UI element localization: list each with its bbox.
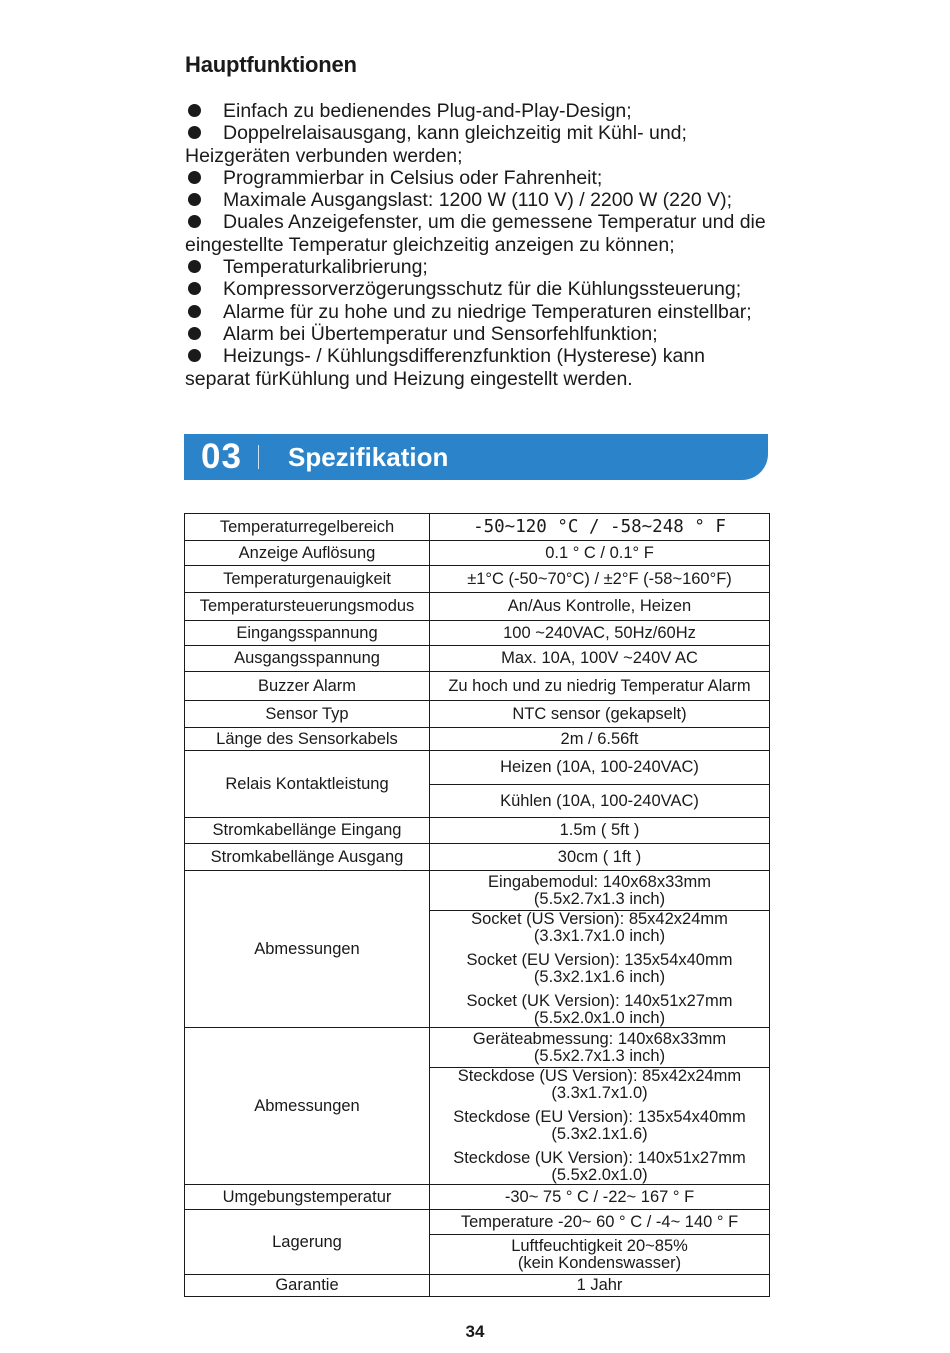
spec-value: 1.5m ( 5ft ) bbox=[430, 818, 770, 844]
bullet-icon bbox=[188, 104, 201, 117]
bullet-icon bbox=[188, 215, 201, 228]
table-row bbox=[185, 541, 770, 566]
spec-label: Umgebungstemperatur bbox=[185, 1185, 430, 1210]
spec-value: Geräteabmessung: 140x68x33mm (5.5x2.7x1.3 inch) bbox=[430, 1028, 770, 1068]
table-row bbox=[185, 646, 770, 672]
spec-value: Temperature -20~ 60 ° C / -4~ 140 ° F bbox=[430, 1210, 770, 1235]
table-row bbox=[185, 1275, 770, 1297]
spec-label: Lagerung bbox=[185, 1210, 430, 1275]
spec-value: An/Aus Kontrolle, Heizen bbox=[430, 593, 770, 621]
spec-value: Eingabemodul: 140x68x33mm (5.5x2.7x1.3 inch) bbox=[430, 871, 770, 911]
feature-item: Alarme für zu hohe und zu niedrige Temperaturen einstellbar; bbox=[185, 301, 805, 323]
spec-value: Steckdose (US Version): 85x42x24mm (3.3x1.7x1.0) Steckdose (EU Version): 135x54x40mm (5.3x2.1x1.6) Steckdose (UK Version): 140x51x27mm (5.5x2.0x1.0) bbox=[430, 1068, 770, 1185]
spec-label: Buzzer Alarm bbox=[185, 672, 430, 701]
bullet-icon bbox=[188, 171, 201, 184]
features-heading: Hauptfunktionen bbox=[185, 52, 357, 77]
spec-value: -50~120 °C / -58~248 ° F bbox=[430, 514, 770, 541]
table-row bbox=[185, 621, 770, 646]
spec-label: Sensor Typ bbox=[185, 701, 430, 728]
table-row bbox=[185, 566, 770, 593]
table-row bbox=[185, 728, 770, 751]
spec-value: ±1°C (-50~70°C) / ±2°F (-58~160°F) bbox=[430, 566, 770, 593]
feature-item: Alarm bei Übertemperatur und Sensorfehlfunktion; bbox=[185, 323, 805, 345]
spec-value: -30~ 75 ° C / -22~ 167 ° F bbox=[430, 1185, 770, 1210]
spec-label: Abmessungen bbox=[185, 1028, 430, 1185]
table-row bbox=[185, 1210, 770, 1235]
bullet-icon bbox=[188, 126, 201, 139]
bullet-icon bbox=[188, 305, 201, 318]
spec-value: 2m / 6.56ft bbox=[430, 728, 770, 751]
spec-value: Max. 10A, 100V ~240V AC bbox=[430, 646, 770, 672]
spec-value: Zu hoch und zu niedrig Temperatur Alarm bbox=[430, 672, 770, 701]
bullet-icon bbox=[188, 327, 201, 340]
bullet-icon bbox=[188, 349, 201, 362]
table-row bbox=[185, 751, 770, 785]
spec-value: Socket (US Version): 85x42x24mm (3.3x1.7x1.0 inch) Socket (EU Version): 135x54x40mm (5.3x2.1x1.6 inch) Socket (UK Version): 140x51x27mm (5.5x2.0x1.0 inch) bbox=[430, 911, 770, 1028]
spec-label: Relais Kontaktleistung bbox=[185, 751, 430, 818]
spec-label: Temperatursteuerungsmodus bbox=[185, 593, 430, 621]
spec-label: Temperaturgenauigkeit bbox=[185, 566, 430, 593]
feature-item: Programmierbar in Celsius oder Fahrenheit; bbox=[185, 167, 805, 189]
table-row bbox=[185, 844, 770, 871]
spec-label: Garantie bbox=[185, 1275, 430, 1297]
spec-value: 1 Jahr bbox=[430, 1275, 770, 1297]
table-row bbox=[185, 1028, 770, 1068]
bullet-icon bbox=[188, 260, 201, 273]
spec-value: 100 ~240VAC, 50Hz/60Hz bbox=[430, 621, 770, 646]
bullet-icon bbox=[188, 193, 201, 206]
table-row bbox=[185, 871, 770, 911]
bullet-icon bbox=[188, 282, 201, 295]
table-row bbox=[185, 514, 770, 541]
feature-item: Temperaturkalibrierung; bbox=[185, 256, 805, 278]
spec-label: Temperaturregelbereich bbox=[185, 514, 430, 541]
table-row bbox=[185, 701, 770, 728]
feature-item: Duales Anzeigefenster, um die gemessene Temperatur und die eingestellte Temperatur gleichzeitig anzeigen zu können; bbox=[185, 211, 766, 256]
table-row bbox=[185, 593, 770, 621]
spec-value: Kühlen (10A, 100-240VAC) bbox=[430, 785, 770, 818]
spec-value: 0.1 ° C / 0.1° F bbox=[430, 541, 770, 566]
spec-value: Luftfeuchtigkeit 20~85% (kein Kondenswasser) bbox=[430, 1235, 770, 1275]
spec-label: Abmessungen bbox=[185, 871, 430, 1028]
table-row bbox=[185, 672, 770, 701]
feature-item: Einfach zu bedienendes Plug-and-Play-Design; bbox=[185, 100, 805, 122]
section-header bbox=[184, 434, 768, 480]
section-divider bbox=[258, 445, 259, 469]
spec-label: Länge des Sensorkabels bbox=[185, 728, 430, 751]
feature-item: Doppelrelaisausgang, kann gleichzeitig mit Kühl- und; Heizgeräten verbunden werden; bbox=[185, 122, 687, 167]
spec-table bbox=[184, 513, 770, 1297]
table-row bbox=[185, 818, 770, 844]
feature-item: Maximale Ausgangslast: 1200 W (110 V) / 2200 W (220 V); bbox=[185, 189, 805, 211]
table-row bbox=[185, 1185, 770, 1210]
spec-value: 30cm ( 1ft ) bbox=[430, 844, 770, 871]
spec-value: Heizen (10A, 100-240VAC) bbox=[430, 751, 770, 785]
feature-item: Heizungs- / Kühlungsdifferenzfunktion (Hysterese) kann separat fürKühlung und Heizung eingestellt werden. bbox=[185, 345, 705, 390]
spec-value: NTC sensor (gekapselt) bbox=[430, 701, 770, 728]
features-list bbox=[185, 100, 805, 390]
page-number: 34 bbox=[465, 1322, 485, 1341]
spec-label: Ausgangsspannung bbox=[185, 646, 430, 672]
section-number: 03 bbox=[201, 437, 242, 476]
spec-label: Eingangsspannung bbox=[185, 621, 430, 646]
feature-item: Kompressorverzögerungsschutz für die Kühlungssteuerung; bbox=[185, 278, 805, 300]
spec-label: Anzeige Auflösung bbox=[185, 541, 430, 566]
section-title: Spezifikation bbox=[288, 442, 449, 472]
spec-label: Stromkabellänge Eingang bbox=[185, 818, 430, 844]
spec-label: Stromkabellänge Ausgang bbox=[185, 844, 430, 871]
